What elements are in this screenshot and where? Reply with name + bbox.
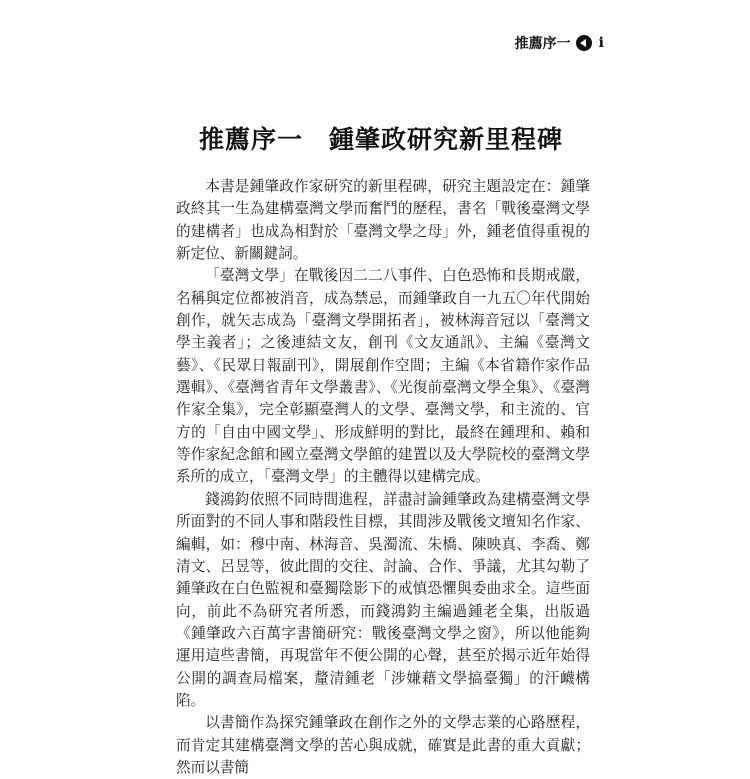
page-title: 推薦序一 鍾肇政研究新里程碑 — [198, 125, 563, 154]
running-head-section: 推薦序一 — [514, 36, 571, 52]
paragraph-4: 以書簡作為探究鍾肇政在創作之外的文學志業的心路歷程，而肯定其建構臺灣文學的苦心與成就，確實是此書的重大貢獻；然而以書簡 — [176, 714, 590, 776]
body-text — [176, 176, 590, 779]
paragraph-3: 錢鴻鈞依照不同時間進程，詳盡討論鍾肇政為建構臺灣文學所面對的不同人事和階段性目標，其間涉及戰後文壇知名作家、編輯，如：穆中南、林海音、吳濁流、朱橋、陳映真、李喬、鄭清文、呂昱等，彼此間的交往、討論、合作、爭議，尤其勾勒了鍾肇政在白色監視和臺獨陰影下的戒慎恐懼與委曲求全。這些面向，前此不為研究者所悉，而錢鴻鈞主編過鍾老全集，出版過《鍾肇政六百萬字書簡研究：戰後臺灣文學之窗》，所以他能夠運用這些書簡，再現當年不便公開的心聲，甚至於揭示近年始得公開的調查局檔案，釐清鍾老「涉嫌藉文學搞臺獨」的汗衊構陷。 — [176, 490, 590, 709]
page-number: i — [598, 35, 604, 51]
left-triangle-circle-icon — [576, 35, 592, 51]
running-head — [515, 34, 604, 52]
paragraph-1: 本書是鍾肇政作家研究的新里程碑，研究主題設定在：鍾肇政終其一生為建構臺灣文學而奮鬥的歷程，書名「戰後臺灣文學的建構者」也成為相對於「臺灣文學之母」外，鍾老值得重視的新定位、新關鍵詞。 — [176, 178, 590, 263]
paragraph-2: 「臺灣文學」在戰後因二二八事件、白色恐怖和長期戒嚴，名稱與定位都被消音，成為禁忌，而鍾肇政自一九五〇年代開始創作，就矢志成為「臺灣文學開拓者」，被林海音冠以「臺灣文學主義者」；之後連結文友，創刊《文友通訊》、主編《臺灣文藝》、《民眾日報副刊》，開展創作空間；主編《本省籍作家作品選輯》、《臺灣省青年文學叢書》、《光復前臺灣文學全集》、《臺灣作家全集》，完全彰顯臺灣人的文學、臺灣文學，和主流的、官方的「自由中國文學」、形成鮮明的對比，最終在鍾理和、賴和等作家紀念館和國立臺灣文學館的建置以及大學院校的臺灣文學系所的成立，「臺灣文學」的主體得以建構完成。 — [176, 267, 590, 486]
